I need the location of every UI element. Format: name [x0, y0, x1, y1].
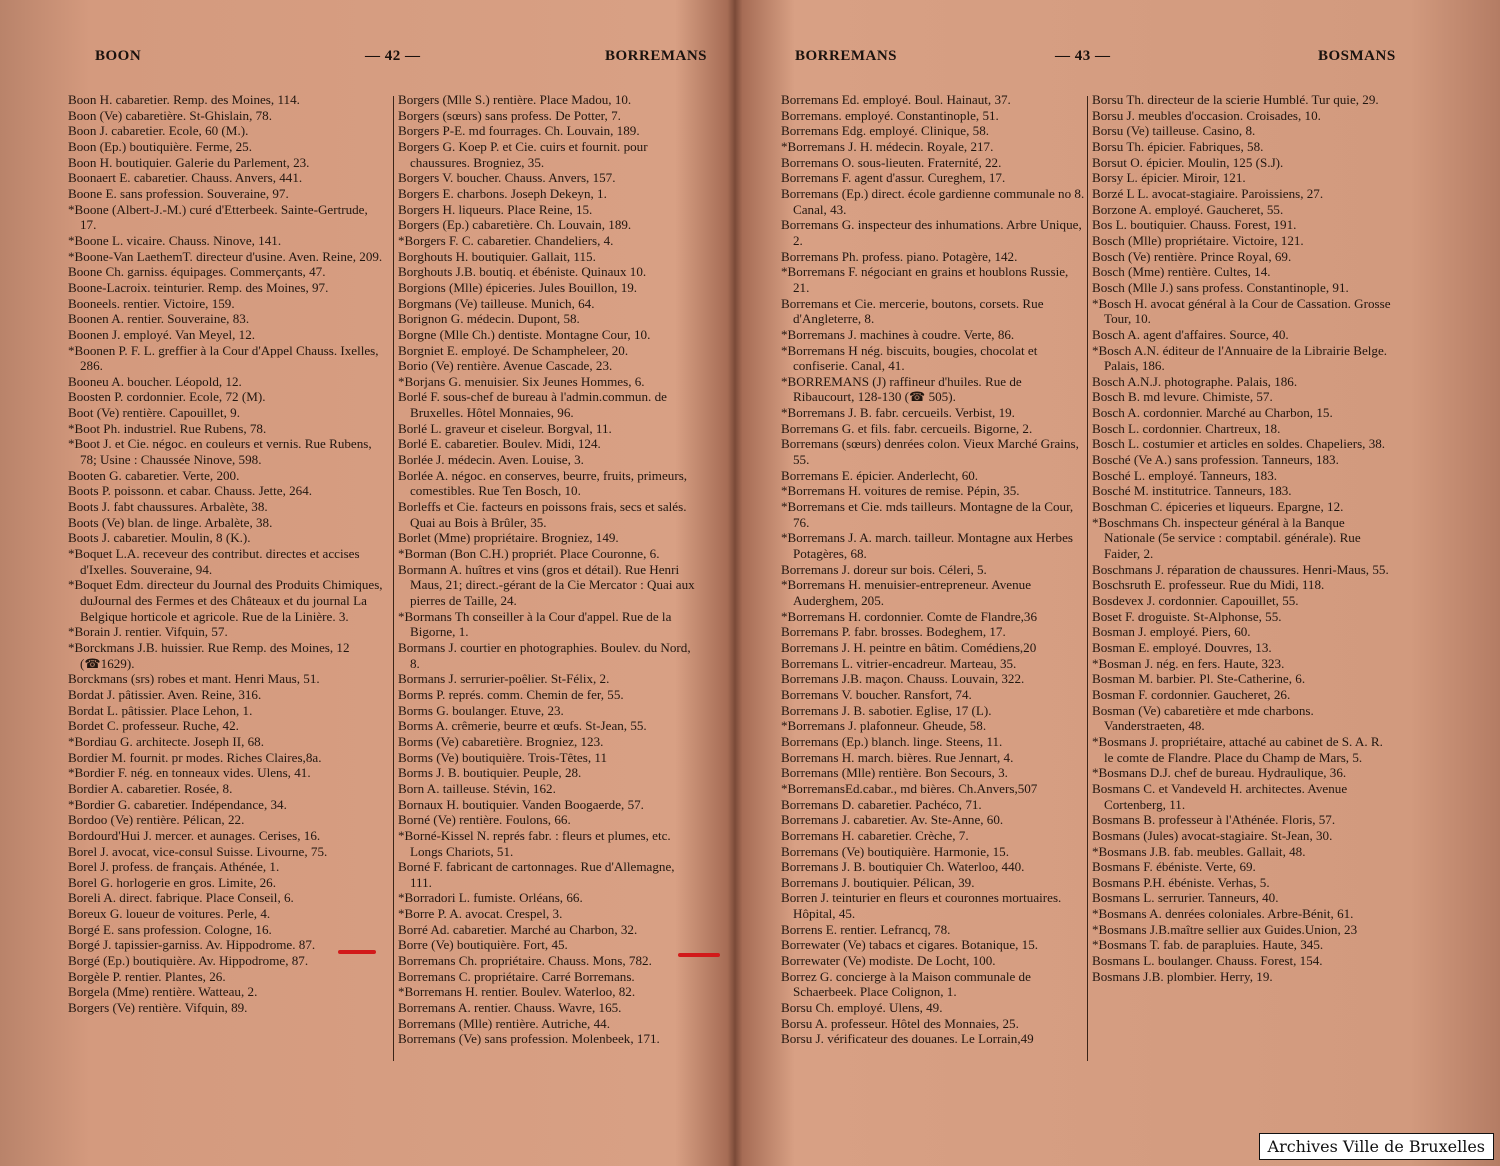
- directory-entry: Borgela (Mme) rentière. Watteau, 2.: [68, 984, 258, 1000]
- directory-entry: Borrewater (Ve) tabacs et cigares. Botanique, 15.: [781, 937, 1039, 953]
- directory-entry: Borms J. B. boutiquier. Peuple, 28.: [398, 765, 582, 781]
- directory-entry: Borné F. fabricant de cartonnages. Rue d'Allemagne, 111.: [398, 859, 675, 890]
- directory-entry: Borremans (Ep.) direct. école gardienne communale no 8. Canal, 43.: [781, 185, 1085, 217]
- directory-entry: Boschmans J. réparation de chaussures. Henri-Maus, 55.: [1092, 561, 1389, 577]
- left-header-word: BOON: [95, 48, 142, 64]
- directory-entry: Borremans H. cabaretier. Crèche, 7.: [781, 827, 969, 843]
- directory-entry: Bordat L. pâtissier. Place Lehon, 1.: [68, 702, 253, 718]
- directory-entry: Boon H. boutiquier. Galerie du Parlement, 23.: [68, 154, 310, 170]
- directory-entry: Bordier A. cabaretier. Rosée, 8.: [68, 780, 233, 796]
- directory-entry: Borremans C. propriétaire. Carré Borremans.: [398, 968, 635, 984]
- directory-entry: *Boonen P. F. L. greffier à la Cour d'Appel Chauss. Ixelles, 286.: [68, 342, 379, 374]
- directory-entry: Borsu (Ve) tailleuse. Casino, 8.: [1092, 123, 1256, 139]
- directory-entry: *Bosmans A. denrées coloniales. Arbre-Bénit, 61.: [1092, 906, 1354, 922]
- directory-entry: Bordat J. pâtissier. Aven. Reine, 316.: [68, 686, 262, 702]
- directory-entry: *Borremans J. machines à coudre. Verte, 86.: [781, 326, 1015, 342]
- directory-entry: Borghouts H. boutiquier. Gallait, 115.: [398, 248, 596, 264]
- left-column-2: [398, 92, 698, 1047]
- directory-entry: Bosman (Ve) cabaretière et mde charbons. Vanderstraeten, 48.: [1092, 702, 1314, 734]
- directory-entry: Bosmans L. serrurier. Tanneurs, 40.: [1092, 890, 1279, 906]
- left-column-1: [68, 92, 386, 1016]
- directory-entry: Bosché M. institutrice. Tanneurs, 183.: [1092, 483, 1292, 499]
- directory-entry: Borms P. représ. comm. Chemin de fer, 55.: [398, 686, 624, 702]
- directory-entry: Borré Ad. cabaretier. Marché au Charbon, 32.: [398, 921, 638, 937]
- directory-entry: Bormans J. serrurier-poêlier. St-Félix, 2.: [398, 671, 610, 687]
- directory-entry: *Borgers F. C. cabaretier. Chandeliers, 4.: [398, 232, 614, 248]
- right-header-last-word: BOSMANS: [1318, 48, 1396, 64]
- directory-entry: *Borradori L. fumiste. Orléans, 66.: [398, 890, 583, 906]
- directory-entry: Borsu Th. épicier. Fabriques, 58.: [1092, 138, 1264, 154]
- directory-entry: Borms G. boulanger. Etuve, 23.: [398, 702, 564, 718]
- directory-entry: *Borremans J. A. march. tailleur. Montagne aux Herbes Potagères, 68.: [781, 530, 1073, 562]
- directory-entry: Boots J. cabaretier. Moulin, 8 (K.).: [68, 530, 251, 546]
- directory-entry: *Borckmans J.B. huissier. Rue Remp. des Moines, 12 (☎1629).: [68, 639, 350, 671]
- directory-entry: *Borremans et Cie. mds tailleurs. Montagne de la Cour, 76.: [781, 499, 1074, 530]
- directory-entry: Borzone A. employé. Gaucheret, 55.: [1092, 201, 1284, 217]
- directory-entry: Borremans. employé. Constantinople, 51.: [781, 107, 999, 123]
- directory-entry: Borms (Ve) boutiquière. Trois-Têtes, 11: [398, 749, 607, 765]
- directory-entry: Boonaert E. cabaretier. Chauss. Anvers, 441.: [68, 170, 303, 186]
- directory-entry: Bosch L. costumier et articles en soldes. Chapeliers, 38.: [1092, 436, 1386, 452]
- right-page-number: — 43 —: [1055, 48, 1111, 64]
- directory-entry: Bos L. boutiquier. Chauss. Forest, 191.: [1092, 217, 1297, 233]
- directory-entry: Borgers P-E. md fourrages. Ch. Louvain, 189.: [398, 123, 640, 139]
- directory-entry: Borremans V. boucher. Ransfort, 74.: [781, 686, 972, 702]
- directory-entry: *Borremans F. négociant en grains et houblons Russie, 21.: [781, 264, 1069, 295]
- directory-entry: *Borremans H nég. biscuits, bougies, chocolat et confiserie. Canal, 41.: [781, 342, 1038, 374]
- directory-entry: Borgne (Mlle Ch.) dentiste. Montagne Cour, 10.: [398, 326, 651, 342]
- directory-entry: Borremans J. cabaretier. Av. Ste-Anne, 60.: [781, 812, 1004, 828]
- directory-entry: Borel G. horlogerie en gros. Limite, 26.: [68, 874, 276, 890]
- directory-entry: Borlé F. sous-chef de bureau à l'admin.commun. de Bruxelles. Hôtel Monnaies, 96.: [398, 389, 667, 421]
- directory-entry: Boschman C. épiceries et liqueurs. Epargne, 12.: [1092, 499, 1344, 515]
- directory-entry: Boset F. droguiste. St-Alphonse, 55.: [1092, 608, 1282, 624]
- column-rule: [1087, 96, 1088, 1061]
- directory-entry: Borgmans (Ve) tailleuse. Munich, 64.: [398, 295, 595, 311]
- directory-entry: Borgèle P. rentier. Plantes, 26.: [68, 968, 226, 984]
- directory-entry: Borné (Ve) rentière. Foulons, 66.: [398, 812, 571, 828]
- directory-entry: Borremans J. B. boutiquier Ch. Waterloo, 440.: [781, 859, 1025, 875]
- directory-entry: Bordoo (Ve) rentière. Pélican, 22.: [68, 812, 245, 828]
- directory-entry: Bosman E. employé. Douvres, 13.: [1092, 639, 1272, 655]
- directory-entry: *Borman (Bon C.H.) propriét. Place Couronne, 6.: [398, 546, 660, 562]
- directory-entry: *Boone L. vicaire. Chauss. Ninove, 141.: [68, 232, 282, 248]
- directory-entry: Borel J. profess. de français. Athénée, 1.: [68, 859, 280, 875]
- directory-entry: Bordier M. fournit. pr modes. Riches Claires,8a.: [68, 749, 322, 765]
- directory-entry: Borremans E. épicier. Anderlecht, 60.: [781, 467, 979, 483]
- directory-entry: Boots J. fabt chaussures. Arbalète, 38.: [68, 499, 268, 515]
- directory-entry: Borremans F. agent d'assur. Cureghem, 17.: [781, 170, 1006, 186]
- directory-entry: Borremans J. H. peintre en bâtim. Comédiens,20: [781, 639, 1037, 655]
- directory-entry: Borremans et Cie. mercerie, boutons, corsets. Rue d'Angleterre, 8.: [781, 295, 1044, 327]
- directory-entry: *Boone-Van LaethemT. directeur d'usine. Aven. Reine, 209.: [68, 248, 383, 264]
- directory-entry: Borel J. avocat, vice-consul Suisse. Livourne, 75.: [68, 843, 328, 859]
- directory-entry: *Borné-Kissel N. représ fabr. : fleurs et plumes, etc. Longs Chariots, 51.: [398, 827, 671, 859]
- directory-entry: Borlé L. graveur et ciseleur. Borgval, 11.: [398, 420, 612, 436]
- directory-entry: Bosch B. md levure. Chimiste, 57.: [1092, 389, 1273, 405]
- directory-entry: *Bosmans D.J. chef de bureau. Hydraulique, 36.: [1092, 765, 1347, 781]
- directory-entry: Borremans (Ve) sans profession. Molenbeek, 171.: [398, 1031, 660, 1047]
- directory-entry: Bosmans J.B. plombier. Herry, 19.: [1092, 968, 1273, 984]
- directory-entry: Boreli A. direct. fabrique. Place Conseil, 6.: [68, 890, 294, 906]
- directory-entry: Bosch A. cordonnier. Marché au Charbon, 15.: [1092, 405, 1333, 421]
- directory-entry: *Borremans H. cordonnier. Comte de Flandre,36: [781, 608, 1037, 624]
- directory-entry: *BORREMANS (J) raffineur d'huiles. Rue de Ribaucourt, 128-130 (☎ 505).: [781, 373, 1022, 405]
- directory-entry: Bosmans L. boulanger. Chauss. Forest, 154.: [1092, 953, 1323, 969]
- directory-entry: Borremans J.B. maçon. Chauss. Louvain, 322.: [781, 671, 1025, 687]
- directory-entry: Borgers V. boucher. Chauss. Anvers, 157.: [398, 170, 616, 186]
- directory-entry: Borsy L. épicier. Miroir, 121.: [1092, 170, 1246, 186]
- directory-entry: *Boschmans Ch. inspecteur général à la Banque Nationale (5e service : comptabil. générale). Rue Faider, 2.: [1092, 514, 1361, 562]
- directory-entry: Borgers G. Koep P. et Cie. cuirs et fournit. pour chaussures. Brogniez, 35.: [398, 138, 648, 170]
- right-column-1: [781, 92, 1085, 1047]
- directory-entry: *BorremansEd.cabar., md bières. Ch.Anvers,507: [781, 780, 1038, 796]
- directory-entry: Borremans L. vitrier-encadreur. Marteau, 35.: [781, 655, 1017, 671]
- directory-entry: *Bormans Th conseiller à la Cour d'appel. Rue de la Bigorne, 1.: [398, 608, 672, 640]
- left-page: [0, 0, 735, 1166]
- directory-entry: Borremans Edg. employé. Clinique, 58.: [781, 123, 990, 139]
- directory-entry: *Boot J. et Cie. négoc. en couleurs et vernis. Rue Rubens, 78; Usine : Chaussée Ninove, 598.: [68, 436, 372, 468]
- directory-entry: Bosdevex J. cordonnier. Capouillet, 55.: [1092, 593, 1299, 608]
- directory-entry: Boon (Ep.) boutiquière. Ferme, 25.: [68, 138, 253, 154]
- directory-entry: *Boot Ph. industriel. Rue Rubens, 78.: [68, 420, 267, 436]
- right-page: [765, 0, 1500, 1166]
- directory-entry: Borsu A. professeur. Hôtel des Monnaies, 25.: [781, 1015, 1019, 1031]
- directory-entry: Boone-Lacroix. teinturier. Remp. des Moines, 97.: [68, 279, 329, 295]
- directory-entry: Borremans G. et fils. fabr. cercueils. Bigorne, 2.: [781, 420, 1033, 436]
- directory-entry: Bosman F. cordonnier. Gaucheret, 26.: [1092, 686, 1291, 702]
- directory-entry: Bosman M. barbier. Pl. Ste-Catherine, 6.: [1092, 671, 1306, 687]
- directory-entry: Borgé E. sans profession. Cologne, 16.: [68, 921, 272, 937]
- directory-entry: Borgers E. charbons. Joseph Dekeyn, 1.: [398, 185, 607, 201]
- directory-entry: Borremans (Ve) boutiquière. Harmonie, 15.: [781, 843, 1009, 859]
- directory-entry: Borre (Ve) boutiquière. Fort, 45.: [398, 937, 568, 953]
- directory-entry: *Bosmans J. propriétaire, attaché au cabinet de S. A. R. le comte de Flandre. Place du Champ de Mars, 5.: [1092, 733, 1383, 765]
- directory-entry: Borghouts J.B. boutiq. et ébéniste. Quinaux 10.: [398, 264, 647, 280]
- directory-entry: Bosch A. agent d'affaires. Source, 40.: [1092, 326, 1289, 342]
- left-page-number: — 42 —: [365, 48, 421, 64]
- red-highlight-marker: [678, 953, 720, 957]
- directory-entry: *Bordiau G. architecte. Joseph II, 68.: [68, 733, 264, 749]
- directory-entry: Booten G. cabaretier. Verte, 200.: [68, 467, 240, 483]
- directory-entry: *Borremans J. B. fabr. cercueils. Verbist, 19.: [781, 405, 1015, 421]
- directory-entry: *Bordier G. cabaretier. Indépendance, 34.: [68, 796, 287, 812]
- directory-entry: Borgers (Ve) rentière. Vifquin, 89.: [68, 1000, 248, 1016]
- directory-entry: Boone E. sans profession. Souveraine, 97.: [68, 185, 289, 201]
- directory-entry: *Bosmans T. fab. de parapluies. Haute, 345.: [1092, 937, 1324, 953]
- directory-entry: Booneu A. boucher. Léopold, 12.: [68, 373, 242, 389]
- directory-entry: Boon H. cabaretier. Remp. des Moines, 114.: [68, 92, 300, 107]
- directory-entry: Bosmans P.H. ébéniste. Verhas, 5.: [1092, 874, 1270, 890]
- red-highlight-marker: [338, 950, 376, 954]
- directory-entry: Bosmans F. ébéniste. Verte, 69.: [1092, 859, 1256, 875]
- right-column-2: [1092, 92, 1392, 984]
- directory-entry: Borgers (sœurs) sans profess. De Potter, 7.: [398, 107, 621, 123]
- right-header-word: BORREMANS: [795, 48, 898, 64]
- directory-entry: Bosché L. employé. Tanneurs, 183.: [1092, 467, 1278, 483]
- directory-entry: Borgniet E. employé. De Schampheleer, 20.: [398, 342, 629, 358]
- directory-entry: Bordourd'Hui J. mercer. et aunages. Cerises, 16.: [68, 827, 321, 843]
- directory-entry: Borremans J. doreur sur bois. Céleri, 5.: [781, 561, 987, 577]
- directory-entry: Borlet (Mme) propriétaire. Brogniez, 149.: [398, 530, 619, 546]
- directory-entry: Bosman J. employé. Piers, 60.: [1092, 624, 1251, 640]
- directory-entry: Borrewater (Ve) modiste. De Locht, 100.: [781, 953, 996, 969]
- directory-entry: Borsut O. épicier. Moulin, 125 (S.J).: [1092, 154, 1284, 170]
- directory-entry: Borremans H. march. bières. Rue Jennart, 4.: [781, 749, 1014, 765]
- directory-entry: *Boquet L.A. receveur des contribut. directes et accises d'Ixelles. Souveraine, 94.: [68, 546, 360, 577]
- directory-entry: Bosch (Ve) rentière. Prince Royal, 69.: [1092, 248, 1292, 264]
- directory-entry: Borremans O. sous-lieuten. Fraternité, 22.: [781, 154, 1002, 170]
- directory-entry: Boschsruth E. professeur. Rue du Midi, 118.: [1092, 577, 1325, 593]
- directory-entry: *Borremans H. menuisier-entrepreneur. Avenue Auderghem, 205.: [781, 577, 1032, 608]
- directory-entry: Borsu Th. directeur de la scierie Humblé. Tur quie, 29.: [1092, 92, 1379, 107]
- directory-entry: *Bosman J. nég. en fers. Haute, 323.: [1092, 655, 1285, 671]
- directory-entry: Borgé J. tapissier-garniss. Av. Hippodrome. 87.: [68, 937, 316, 953]
- directory-entry: Borsu J. meubles d'occasion. Croisades, 10.: [1092, 107, 1321, 123]
- directory-entry: Borremans (Ep.) blanch. linge. Steens, 11.: [781, 733, 1003, 749]
- directory-entry: Bosch (Mlle) propriétaire. Victoire, 121.: [1092, 232, 1304, 248]
- directory-entry: Bornaux H. boutiquier. Vanden Boogaerde, 57.: [398, 796, 644, 812]
- directory-entry: *Borremans J. plafonneur. Gheude, 58.: [781, 718, 987, 734]
- directory-entry: Borremans A. rentier. Chauss. Wavre, 165.: [398, 1000, 622, 1016]
- directory-entry: Boots (Ve) blan. de linge. Arbalète, 38.: [68, 514, 273, 530]
- directory-entry: *Boone (Albert-J.-M.) curé d'Etterbeek. Sainte-Gertrude, 17.: [68, 201, 368, 233]
- directory-entry: Borremans Ed. employé. Boul. Hainaut, 37.: [781, 92, 1011, 107]
- directory-entry: Borckmans (srs) robes et mant. Henri Maus, 51.: [68, 671, 320, 687]
- directory-entry: Borzé L L. avocat-stagiaire. Paroissiens, 27.: [1092, 185, 1324, 201]
- directory-entry: Borignon G. médecin. Dupont, 58.: [398, 311, 580, 327]
- directory-entry: *Borremans J. H. médecin. Royale, 217.: [781, 138, 994, 154]
- directory-entry: Booneels. rentier. Victoire, 159.: [68, 295, 235, 311]
- directory-entry: Boone Ch. garniss. équipages. Commerçants, 47.: [68, 264, 326, 280]
- directory-entry: *Borjans G. menuisier. Six Jeunes Hommes, 6.: [398, 373, 645, 389]
- directory-entry: Borlée A. négoc. en conserves, beurre, fruits, primeurs, comestibles. Rue Ten Bosch, 10.: [398, 467, 688, 499]
- directory-entry: Borgions (Mlle) épiceries. Jules Bouillon, 19.: [398, 279, 638, 295]
- directory-entry: Boot (Ve) rentière. Capouillet, 9.: [68, 405, 240, 421]
- directory-entry: *Boquet Edm. directeur du Journal des Produits Chimiques, duJournal des Fermes et des Châteaux et du journal La Belgique horticole et agricole. Rue de la Linière. 3.: [68, 577, 383, 624]
- left-header-last-word: BORREMANS: [605, 48, 708, 64]
- directory-entry: Bosch L. cordonnier. Chartreux, 18.: [1092, 420, 1281, 436]
- directory-entry: Bosmans C. et Vandeveld H. architectes. Avenue Cortenberg, 11.: [1092, 780, 1348, 812]
- directory-entry: Borremans (sœurs) denrées colon. Vieux Marché Grains, 55.: [781, 436, 1079, 468]
- directory-entry: Borms (Ve) cabaretière. Brogniez, 123.: [398, 733, 604, 749]
- directory-entry: Bormans J. courtier en photographies. Boulev. du Nord, 8.: [398, 639, 691, 671]
- directory-entry: *Borremans H. voitures de remise. Pépin, 35.: [781, 483, 1020, 499]
- directory-entry: Borlée J. médecin. Aven. Louise, 3.: [398, 452, 584, 468]
- directory-entry: *Bosch A.N. éditeur de l'Annuaire de la Librairie Belge. Palais, 186.: [1092, 342, 1388, 374]
- directory-entry: Borio (Ve) rentière. Avenue Cascade, 23.: [398, 358, 613, 374]
- directory-entry: Bormann A. huîtres et vins (gros et détail). Rue Henri Maus, 21; direct.-gérant de la Cie Mercator : Quai aux pierres de Taille, 24.: [398, 561, 695, 608]
- directory-entry: Boots P. poissonn. et cabar. Chauss. Jette, 264.: [68, 483, 313, 499]
- directory-entry: Bordet C. professeur. Ruche, 42.: [68, 718, 239, 734]
- directory-entry: Borremans Ph. profess. piano. Potagère, 142.: [781, 248, 1018, 264]
- directory-entry: *Bordier F. nég. en tonneaux vides. Ulens, 41.: [68, 765, 311, 781]
- directory-entry: Borremans Ch. propriétaire. Chauss. Mons, 782.: [398, 953, 652, 969]
- directory-entry: Boonen A. rentier. Souveraine, 83.: [68, 311, 250, 327]
- directory-entry: Borgé (Ep.) boutiquière. Av. Hippodrome, 87.: [68, 953, 309, 969]
- directory-entry: Borremans (Mlle) rentière. Bon Secours, 3.: [781, 765, 1008, 781]
- directory-entry: *Borre P. A. avocat. Crespel, 3.: [398, 906, 563, 922]
- directory-entry: Boreux G. loueur de voitures. Perle, 4.: [68, 906, 271, 922]
- directory-entry: Boosten P. cordonnier. Ecole, 72 (M).: [68, 389, 266, 405]
- directory-entry: Borremans P. fabr. brosses. Bodeghem, 17.: [781, 624, 1006, 640]
- directory-entry: Borms A. crêmerie, beurre et œufs. St-Jean, 55.: [398, 718, 647, 734]
- directory-entry: Borrens E. rentier. Lefrancq, 78.: [781, 921, 951, 937]
- directory-entry: Borsu Ch. employé. Ulens, 49.: [781, 1000, 943, 1016]
- archive-watermark: Archives Ville de Bruxelles: [1259, 1133, 1494, 1160]
- directory-entry: Borremans G. inspecteur des inhumations. Arbre Unique, 2.: [781, 217, 1082, 248]
- directory-entry: Borgers (Mlle S.) rentière. Place Madou, 10.: [398, 92, 632, 107]
- directory-entry: *Bosmans J.B. fab. meubles. Gallait, 48.: [1092, 843, 1306, 859]
- directory-entry: Borgers (Ep.) cabaretière. Ch. Louvain, 189.: [398, 217, 632, 233]
- directory-entry: Born A. tailleuse. Stévin, 162.: [398, 780, 556, 796]
- directory-entry: Bosch (Mlle J.) sans profess. Constantinople, 91.: [1092, 279, 1349, 295]
- column-rule: [393, 96, 394, 1061]
- directory-entry: Borren J. teinturier en fleurs et couronnes mortuaires. Hôpital, 45.: [781, 890, 1062, 922]
- directory-entry: Bosché (Ve A.) sans profession. Tanneurs, 183.: [1092, 452, 1339, 468]
- directory-entry: Borleffs et Cie. facteurs en poissons frais, secs et salés. Quai au Bois à Brûler, 35.: [398, 499, 687, 530]
- directory-entry: Borlé E. cabaretier. Boulev. Midi, 124.: [398, 436, 601, 452]
- directory-entry: Borremans (Mlle) rentière. Autriche, 44.: [398, 1015, 610, 1031]
- directory-entry: Boon (Ve) cabaretière. St-Ghislain, 78.: [68, 107, 272, 123]
- directory-entry: Boonen J. employé. Van Meyel, 12.: [68, 326, 256, 342]
- directory-entry: *Borain J. rentier. Vifquin, 57.: [68, 624, 228, 640]
- directory-entry: *Bosch H. avocat général à la Cour de Cassation. Grosse Tour, 10.: [1092, 295, 1391, 327]
- directory-entry: Borsu J. vérificateur des douanes. Le Lorrain,49: [781, 1031, 1034, 1047]
- directory-entry: Borgers H. liqueurs. Place Reine, 15.: [398, 201, 593, 217]
- directory-entry: Bosch A.N.J. photographe. Palais, 186.: [1092, 373, 1298, 389]
- directory-entry: Bosmans B. professeur à l'Athénée. Floris, 57.: [1092, 812, 1336, 828]
- directory-entry: *Borremans H. rentier. Boulev. Waterloo, 82.: [398, 984, 636, 1000]
- directory-entry: Borrez G. concierge à la Maison communale de Schaerbeek. Place Colignon, 1.: [781, 968, 1031, 1000]
- directory-entry: Borremans J. B. sabotier. Eglise, 17 (L).: [781, 702, 992, 718]
- directory-entry: Bosmans (Jules) avocat-stagiaire. St-Jean, 30.: [1092, 827, 1333, 843]
- directory-entry: *Bosmans J.B.maître sellier aux Guides.Union, 23: [1092, 921, 1358, 937]
- directory-entry: Boon J. cabaretier. Ecole, 60 (M.).: [68, 123, 249, 139]
- directory-entry: Bosch (Mme) rentière. Cultes, 14.: [1092, 264, 1271, 280]
- directory-entry: Borremans D. cabaretier. Pachéco, 71.: [781, 796, 982, 812]
- directory-entry: Borremans J. boutiquier. Pélican, 39.: [781, 874, 975, 890]
